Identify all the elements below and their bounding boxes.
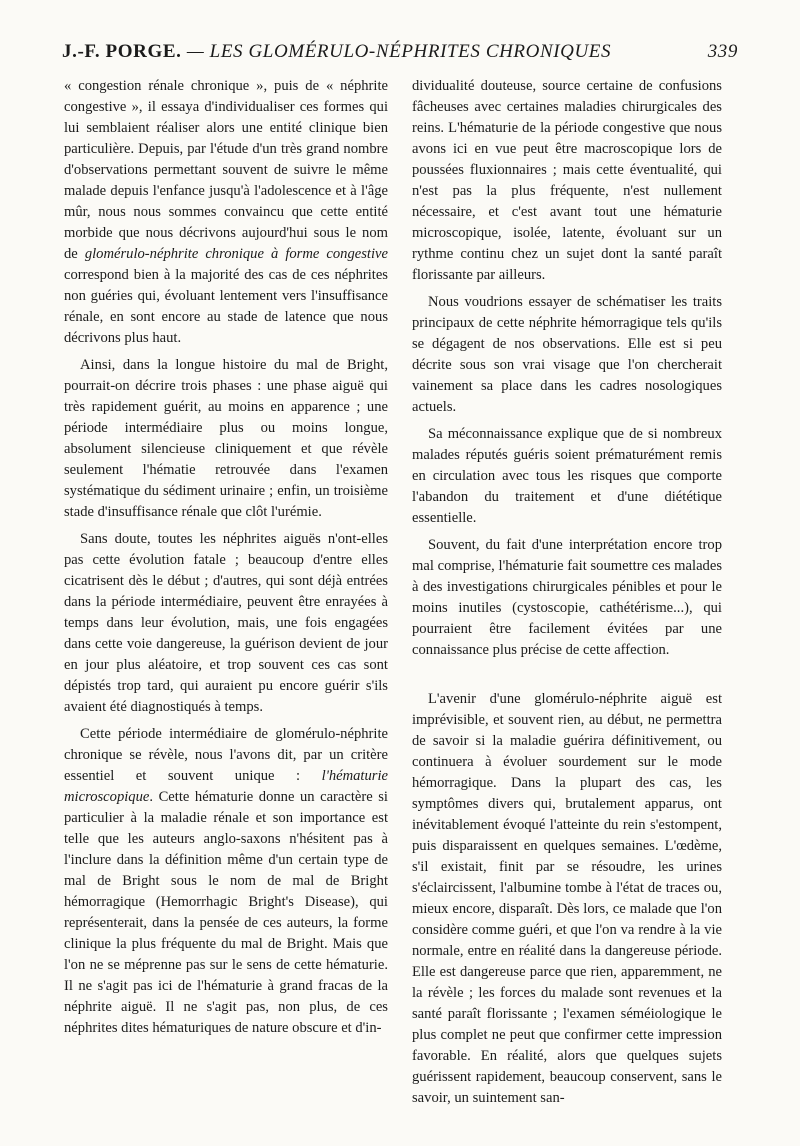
- header-title: — LES GLOMÉRULO-NÉPHRITES CHRONIQUES: [186, 41, 612, 62]
- paragraph: Sans doute, toutes les néphrites aiguës n'ont-elles pas cette évolution fatale ; beaucoup d'entre elles cicatrisent dès le début ; d'autres, qui sont déjà entrées dans la période intermédiaire, peuvent être enrayées à temps dans leur évolution, mais, une fois engagées dans cette voie dangereuse, la guérison devient de jour en jour plus aléatoire, et trop souvent ces cas sont dépistés trop tard, qui auraient pu encore guérir s'ils avaient été diagnostiqués à temps.: [64, 531, 388, 715]
- left-column: [64, 76, 388, 1039]
- paragraph: dividualité douteuse, source certaine de confusions fâcheuses avec certaines maladies chirurgicales des reins. L'hématurie de la période congestive que nous avons ici en vue peut être macroscopique lors de poussées fluxionnaires ; mais cette éventualité, qui n'est pas la plus fréquente, n'est nullement nécessaire, et c'est avant tout une hématurie microscopique, isolée, latente, évoluant sur un rythme continu chez un sujet dont la santé paraît florissante par ailleurs.: [412, 78, 722, 283]
- running-header: [62, 40, 738, 64]
- page-number: 339: [707, 41, 738, 62]
- paragraph: Ainsi, dans la longue histoire du mal de Bright, pourrait-on décrire trois phases : une phase aiguë qui très rapidement guérit, au moins en apparence ; une période intermédiaire plus ou moins longue, absolument silencieuse cliniquement et que révèle seulement l'hématie retrouvée dans l'examen systématique du sédiment urinaire ; enfin, un troisième stade d'insuffisance rénale que clôt l'urémie.: [64, 357, 388, 520]
- paragraph: Souvent, du fait d'une interprétation encore trop mal comprise, l'hématurie fait soumettre ces malades à des investigations chirurgicales pénibles et pour le moins inutiles (cystoscopie, cathétérisme...), qui pourraient être facilement évitées par une connaissance plus précise de cette affection.: [412, 537, 722, 658]
- emphasis: glomérulo-néphrite chronique à forme congestive: [84, 246, 388, 262]
- header-author: J.-F. PORGE.: [62, 41, 182, 62]
- paragraph: L'avenir d'une glomérulo-néphrite aiguë est imprévisible, et souvent rien, au début, ne permettra de savoir si la maladie guérira définitivement, ou continuera à évoluer sourdement sur le mode hémorragique. Dans la plupart des cas, les symptômes divers qui, brutalement apparus, ont inévitablement évoqué l'atteinte du rein s'estompent, puis disparaissent en quelques semaines. L'œdème, s'il existait, finit par se résoudre, les urines s'éclaircissent, l'albumine tombe à l'état de traces ou, mieux encore, disparaît. Dès lors, ce malade que l'on considère comme guéri, et que l'on va rendre à la vie normale, entre en réalité dans la dangereuse période. Elle est dangereuse parce que rien, apparemment, ne la révèle ; les forces du malade sont revenues et la santé paraît florissante ; l'examen séméiologique le plus complet ne peut que confirmer cette impression favorable. En réalité, alors que quelques sujets guérissent rapidement, beaucoup conservent, sans le savoir, un suintement san-: [412, 691, 722, 1106]
- right-column: [412, 76, 722, 1109]
- paragraph: Cette période intermédiaire de glomérulo-néphrite chronique se révèle, nous l'avons dit, par un critère essentiel et souvent unique : l'hématurie microscopique. Cette hématurie donne un caractère si particulier à la maladie rénale et son importance est telle que les auteurs anglo-saxons n'hésitent pas à l'inclure dans la définition même d'un certain type de mal de Bright sous le nom de mal de Bright hémorragique (Hemorrhagic Bright's Disease), qui représenterait, dans la pensée de ces auteurs, la forme clinique la plus fréquente du mal de Bright. Mais que l'on ne se méprenne pas sur le sens de cette hématurie. Il ne s'agit pas ici de l'hématurie à grand fracas de la néphrite aiguë. Il ne s'agit pas, non plus, de ces néphrites dites hématuriques de nature obscure et d'in-: [64, 726, 388, 1036]
- paragraph: Sa méconnaissance explique que de si nombreux malades réputés guéris soient prématurément remis en circulation avec tous les risques que comporte l'abandon du traitement et d'une diététique essentielle.: [412, 426, 722, 526]
- paragraph: Nous voudrions essayer de schématiser les traits principaux de cette néphrite hémorragique tels qu'ils se dégagent de nos observations. Elle est si peu décrite sous son vrai visage que l'on chercherait vainement sa place dans les cadres nosologiques actuels.: [412, 294, 722, 415]
- emphasis: l'hématurie microscopique: [64, 768, 388, 805]
- paragraph: « congestion rénale chronique », puis de « néphrite congestive », il essaya d'individualiser ces formes qui lui semblaient réaliser alors une entité clinique bien particulière. Depuis, par l'étude d'un très grand nombre d'observations permettant souvent de suivre le même malade depuis l'enfance jusqu'à l'adolescence et à l'âge mûr, nous nous sommes convaincu que cette entité morbide que nous décrivons aujourd'hui sous le nom de glomérulo-néphrite chronique à forme congestive correspond bien à la majorité des cas de ces néphrites non guéries qui, évoluant lentement vers l'insuffisance rénale, en sont encore au stade de latence que nous décrivons plus haut.: [64, 78, 388, 346]
